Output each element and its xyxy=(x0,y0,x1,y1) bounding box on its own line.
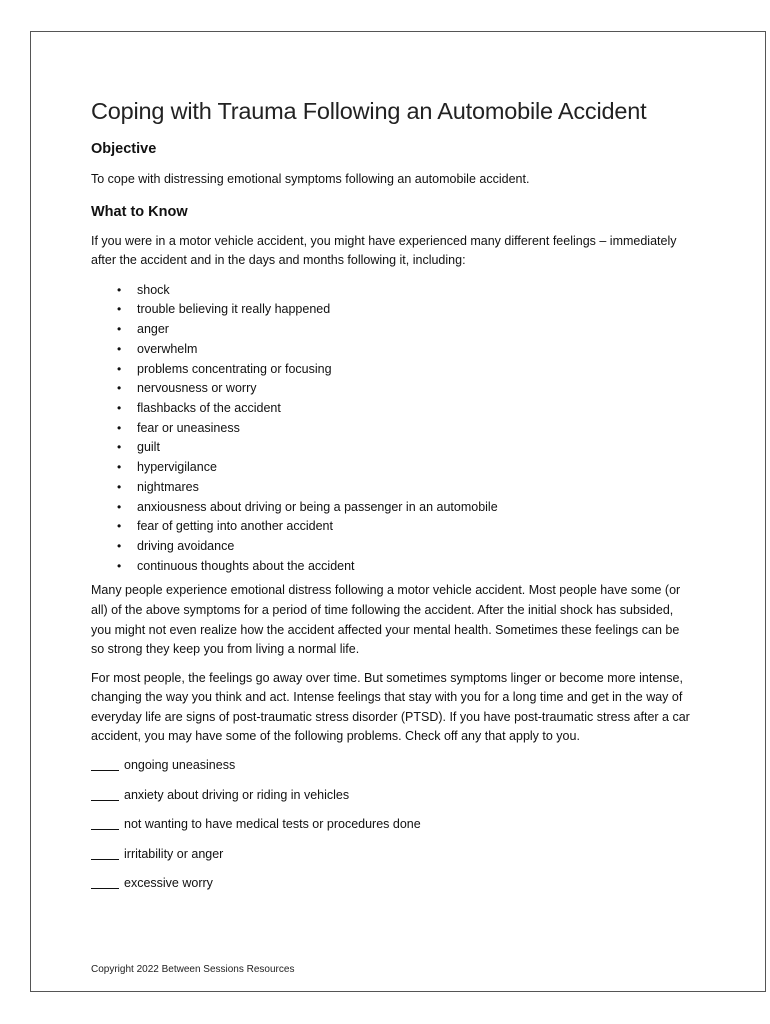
feelings-list xyxy=(91,281,691,577)
list-item-text: fear of getting into another accident xyxy=(137,519,333,534)
list-item-text: shock xyxy=(137,282,170,297)
list-item xyxy=(91,281,691,301)
list-item xyxy=(91,458,691,478)
copyright-footer: Copyright 2022 Between Sessions Resources xyxy=(91,964,295,975)
list-item-text: trouble believing it really happened xyxy=(137,302,331,317)
check-blank-line[interactable] xyxy=(91,815,119,830)
checklist-item-text: ongoing uneasiness xyxy=(124,758,236,773)
document-page xyxy=(30,31,766,992)
list-item xyxy=(91,379,691,399)
checklist-item xyxy=(91,756,691,786)
list-item-text: fear or uneasiness xyxy=(137,420,240,435)
bullet-icon: • xyxy=(117,519,122,534)
list-item-text: nightmares xyxy=(137,479,199,494)
bullet-icon: • xyxy=(117,558,122,573)
list-item-text: anger xyxy=(137,322,169,337)
list-item xyxy=(91,419,691,439)
list-item xyxy=(91,537,691,557)
list-item xyxy=(91,399,691,419)
bullet-icon: • xyxy=(117,401,122,415)
list-item-text: driving avoidance xyxy=(137,538,235,553)
body-paragraph-2: For most people, the feelings go away over time. But sometimes symptoms linger or become more intense, changing the way you think and act. Intense feelings that stay with you for a long time and get in the way of everyday life are signs of post-traumatic stress disorder (PTSD). If you have post-traumatic stress after a car accident, you may have some of the following problems. Check off any that apply to you. xyxy=(91,670,690,744)
bullet-icon: • xyxy=(117,322,122,337)
list-item xyxy=(91,360,691,380)
list-item xyxy=(91,438,691,458)
bullet-icon: • xyxy=(117,460,122,475)
bullet-icon: • xyxy=(117,302,122,317)
list-item-text: problems concentrating or focusing xyxy=(137,361,332,376)
body-paragraph-1: Many people experience emotional distress following a motor vehicle accident. Most people have some (or all) of the above symptoms for a period of time following the accident. After the initial shock has subsided, you might not even realize how the accident affected your mental health. Sometimes these feelings can be so strong they keep you from living a normal life. xyxy=(91,583,681,657)
bullet-icon: • xyxy=(117,282,122,297)
list-item-text: overwhelm xyxy=(137,341,198,356)
checklist-item xyxy=(91,874,691,904)
what-to-know-heading: What to Know xyxy=(91,203,188,220)
list-item-text: hypervigilance xyxy=(137,460,217,475)
list-item-text: nervousness or worry xyxy=(137,381,257,396)
list-item xyxy=(91,498,691,518)
bullet-icon: • xyxy=(117,499,122,514)
checklist-item-text: anxiety about driving or riding in vehicles xyxy=(124,787,350,802)
checklist-item xyxy=(91,815,691,845)
bullet-icon: • xyxy=(117,420,122,435)
list-item-text: flashbacks of the accident xyxy=(137,401,281,415)
check-blank-line[interactable] xyxy=(91,874,119,889)
objective-heading: Objective xyxy=(91,141,157,157)
check-blank-line[interactable] xyxy=(91,845,119,860)
list-item xyxy=(91,557,691,577)
list-item xyxy=(91,340,691,360)
checklist-item-text: not wanting to have medical tests or procedures done xyxy=(124,817,421,832)
list-item xyxy=(91,517,691,537)
objective-text: To cope with distressing emotional symptoms following an automobile accident. xyxy=(91,172,530,186)
checklist-item xyxy=(91,786,691,816)
bullet-icon: • xyxy=(117,440,122,455)
check-blank-line[interactable] xyxy=(91,786,119,801)
bullet-icon: • xyxy=(117,479,122,494)
checklist-item xyxy=(91,845,691,875)
bullet-icon: • xyxy=(117,341,122,356)
checklist xyxy=(91,756,691,904)
list-item-text: anxiousness about driving or being a passenger in an automobile xyxy=(137,499,498,514)
list-item-text: continuous thoughts about the accident xyxy=(137,558,355,573)
intro-paragraph: If you were in a motor vehicle accident, you might have experienced many different feelings – immediately after the accident and in the days and months following it, including: xyxy=(91,233,677,268)
document-title: Coping with Trauma Following an Automobile Accident xyxy=(91,98,647,124)
bullet-icon: • xyxy=(117,361,122,376)
checklist-item-text: excessive worry xyxy=(124,876,213,891)
check-blank-line[interactable] xyxy=(91,756,119,771)
list-item xyxy=(91,300,691,320)
document-content xyxy=(91,96,691,904)
list-item xyxy=(91,478,691,498)
bullet-icon: • xyxy=(117,538,122,553)
list-item xyxy=(91,320,691,340)
bullet-icon: • xyxy=(117,381,122,396)
list-item-text: guilt xyxy=(137,440,160,455)
checklist-item-text: irritability or anger xyxy=(124,846,224,861)
